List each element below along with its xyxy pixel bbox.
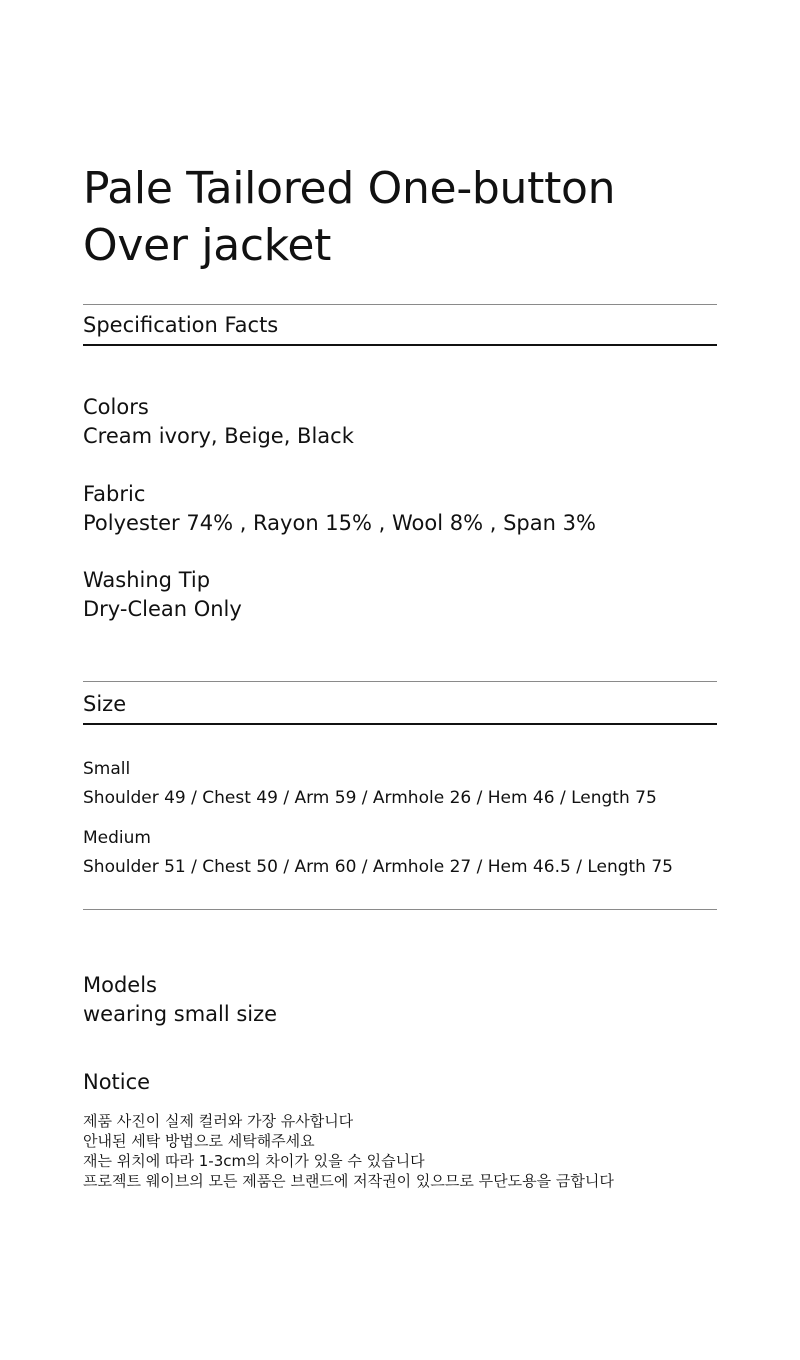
size-top-divider <box>83 681 717 682</box>
spec-fabric <box>83 480 596 538</box>
size-medium-label: Medium <box>83 828 151 848</box>
models-label: Models <box>83 973 157 997</box>
notice-line: 재는 위치에 따라 1-3cm의 차이가 있을 수 있습니다 <box>83 1152 425 1170</box>
spec-washing-tip-value: Dry-Clean Only <box>83 597 242 621</box>
spec-washing-tip <box>83 566 242 624</box>
product-title-line-2: Over jacket <box>83 220 332 271</box>
notice-line: 제품 사진이 실제 컬러와 가장 유사합니다 <box>83 1112 354 1130</box>
size-medium-measurements: Shoulder 51 / Chest 50 / Arm 60 / Armhole 27 / Hem 46.5 / Length 75 <box>83 857 673 877</box>
size-small-label: Small <box>83 759 131 779</box>
spec-fabric-value: Polyester 74% , Rayon 15% , Wool 8% , Span 3% <box>83 511 596 535</box>
size-small-measurements: Shoulder 49 / Chest 49 / Arm 59 / Armhole 26 / Hem 46 / Length 75 <box>83 788 657 808</box>
product-title <box>83 160 615 274</box>
size-section-heading: Size <box>83 692 127 716</box>
models-value: wearing small size <box>83 1002 278 1026</box>
notice-text <box>83 1111 614 1191</box>
spec-top-divider <box>83 304 717 305</box>
notice-line: 프로젝트 웨이브의 모든 제품은 브랜드에 저작권이 있으므로 무단도용을 금합니다 <box>83 1172 614 1190</box>
spec-fabric-label: Fabric <box>83 482 146 506</box>
spec-colors-label: Colors <box>83 395 149 419</box>
size-bottom-divider <box>83 723 717 725</box>
spec-colors <box>83 393 354 451</box>
spec-section-heading: Specification Facts <box>83 313 279 337</box>
product-title-line-1: Pale Tailored One-button <box>83 163 616 214</box>
spec-washing-tip-label: Washing Tip <box>83 568 211 592</box>
notice-heading: Notice <box>83 1070 151 1094</box>
spec-bottom-divider <box>83 344 717 346</box>
notice-line: 안내된 세탁 방법으로 세탁해주세요 <box>83 1132 315 1150</box>
product-spec-page <box>83 0 717 1360</box>
size-end-divider <box>83 909 717 910</box>
models-info <box>83 971 277 1029</box>
spec-colors-value: Cream ivory, Beige, Black <box>83 424 354 448</box>
